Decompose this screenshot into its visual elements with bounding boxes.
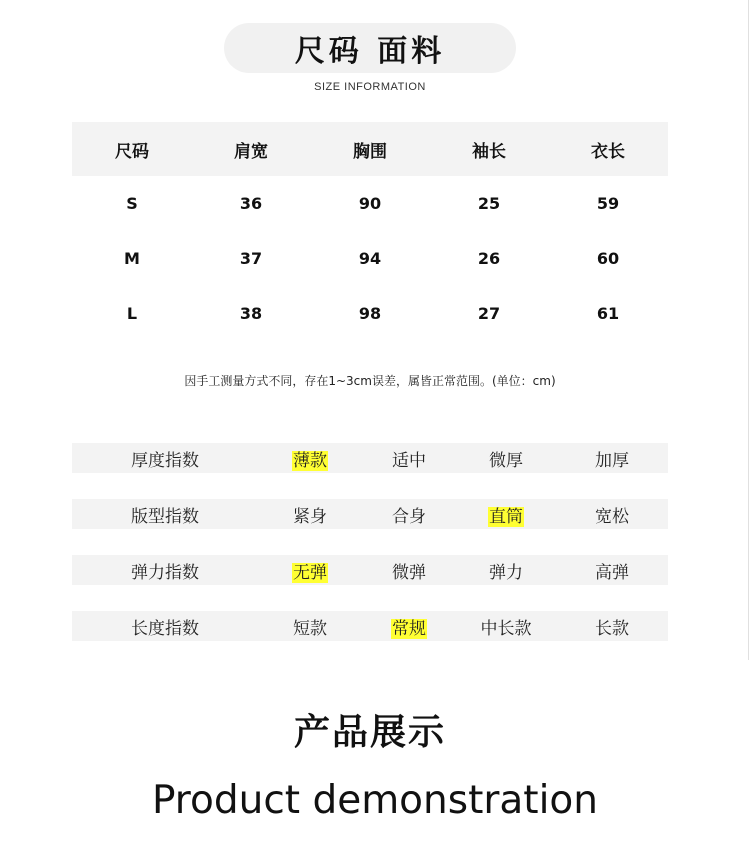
index-option: 微弹	[392, 562, 426, 583]
size-row-l	[72, 286, 668, 341]
index-option: 弹力	[489, 562, 523, 583]
index-option: 中长款	[480, 618, 532, 639]
index-label: 厚度指数	[131, 450, 199, 471]
index-option: 长款	[595, 618, 629, 639]
table-cell: 60	[596, 249, 620, 268]
index-option: 薄款	[293, 450, 327, 471]
table-cell: 27	[477, 304, 501, 323]
index-option: 适中	[392, 450, 426, 471]
size-table	[72, 122, 668, 341]
product-section-title: 产品展示	[293, 712, 446, 753]
table-cell: 94	[358, 249, 382, 268]
size-row-m	[72, 231, 668, 286]
index-option: 高弹	[595, 562, 629, 583]
product-section-subtitle: Product demonstration	[151, 778, 599, 823]
table-cell: 26	[477, 249, 501, 268]
index-option: 紧身	[293, 506, 327, 527]
column-header: 尺码	[115, 141, 149, 162]
index-option: 宽松	[595, 506, 629, 527]
size-table-header	[72, 122, 668, 176]
index-row-fit	[72, 499, 668, 529]
index-label: 版型指数	[131, 506, 199, 527]
index-option: 短款	[293, 618, 327, 639]
index-option: 直筒	[489, 506, 523, 527]
index-row-stretch	[72, 555, 668, 585]
column-header: 袖长	[472, 141, 506, 162]
section-title: 尺码 面料	[294, 34, 446, 69]
section-title-pill	[224, 23, 516, 73]
size-row-s	[72, 176, 668, 231]
table-cell: S	[126, 194, 138, 213]
index-option: 常规	[392, 618, 426, 639]
column-header: 胸围	[353, 141, 387, 162]
index-row-thickness	[72, 443, 668, 473]
table-cell: M	[124, 249, 140, 268]
table-cell: 98	[358, 304, 382, 323]
column-header: 肩宽	[234, 141, 268, 162]
index-row-length	[72, 611, 668, 641]
index-option: 微厚	[489, 450, 523, 471]
section-subtitle: SIZE INFORMATION	[314, 81, 426, 93]
fabric-index-table	[72, 443, 668, 667]
index-label: 长度指数	[131, 618, 199, 639]
index-label: 弹力指数	[131, 562, 199, 583]
table-cell: 37	[239, 249, 263, 268]
index-option: 无弹	[293, 562, 327, 583]
table-cell: 90	[358, 194, 382, 213]
measurement-note: 因手工测量方式不同，存在1~3cm误差，属皆正常范围。(单位：cm)	[184, 374, 556, 388]
index-option: 加厚	[595, 450, 629, 471]
index-option: 合身	[392, 506, 426, 527]
table-cell: 36	[239, 194, 263, 213]
page-edge-divider	[748, 0, 749, 660]
table-cell: 59	[596, 194, 620, 213]
table-cell: 61	[596, 304, 620, 323]
table-cell: L	[126, 304, 138, 323]
column-header: 衣长	[591, 141, 625, 162]
table-cell: 38	[239, 304, 263, 323]
table-cell: 25	[477, 194, 501, 213]
